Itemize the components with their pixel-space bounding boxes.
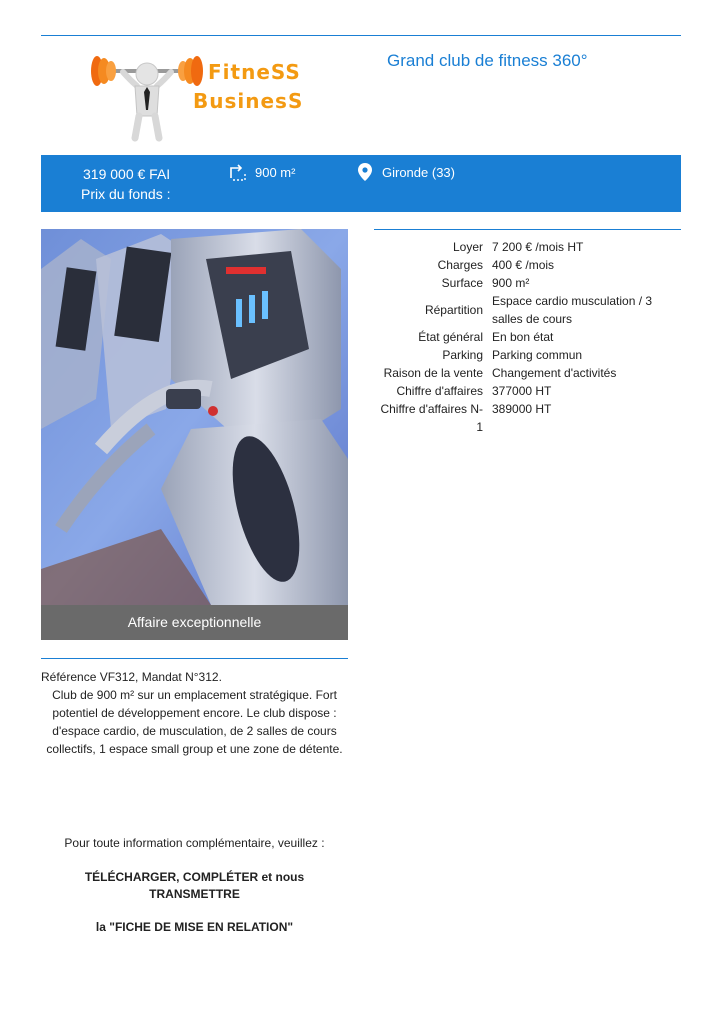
description-text: Club de 900 m² sur un emplacement stratégique. Fort potentiel de développement encore. Le club dispose : d'espace cardio, de musculation, de 2 salles de cours collectifs, 1 espace small group et une zone de détente.: [46, 688, 343, 756]
description-divider: [41, 658, 348, 659]
details-value: 389000 HT: [492, 402, 552, 416]
summary-bar: [41, 155, 681, 212]
page-title: Grand club de fitness 360°: [387, 51, 588, 70]
location-value: Gironde (33): [382, 165, 455, 180]
details-label: Chiffre d'affaires N-1: [380, 402, 483, 434]
price-label: Prix du fonds :: [81, 186, 171, 202]
details-label: Charges: [437, 258, 483, 272]
details-value: 7 200 € /mois HT: [492, 240, 584, 254]
details-row: [374, 400, 681, 436]
price-value: 319 000 € FAI: [83, 166, 171, 182]
surface-icon: [229, 164, 247, 182]
details-divider: [374, 229, 681, 230]
details-value: En bon état: [492, 330, 554, 344]
top-divider: [41, 35, 681, 36]
details-row: [374, 382, 681, 400]
details-label: État général: [418, 330, 483, 344]
details-label: Loyer: [452, 240, 483, 254]
details-label: Répartition: [424, 303, 483, 317]
details-row: [374, 292, 681, 328]
details-value: Parking commun: [492, 348, 583, 362]
details-value: 900 m²: [492, 276, 530, 290]
details-value: Espace cardio musculation / 3 salles de cours: [492, 294, 653, 326]
details-row: [374, 328, 681, 346]
cta-intro: Pour toute information complémentaire, veuillez :: [64, 836, 325, 850]
details-row: [374, 364, 681, 382]
surface-value: 900 m²: [255, 165, 296, 180]
details-label: Parking: [442, 348, 483, 362]
logo-text-business: BusinesS: [193, 89, 304, 113]
details-table: [374, 238, 681, 436]
cta-instructions: TÉLÉCHARGER, COMPLÉTER et nous TRANSMETTRE: [84, 870, 305, 901]
details-row: [374, 238, 681, 256]
map-pin-icon: [358, 163, 372, 181]
details-row: [374, 274, 681, 292]
logo-text-fitness: FitneSS: [208, 60, 301, 84]
details-label: Chiffre d'affaires: [396, 384, 483, 398]
treadmill-photo: [41, 229, 348, 605]
details-value: 377000 HT: [492, 384, 552, 398]
photo-caption: Affaire exceptionnelle: [41, 605, 348, 640]
details-row: [374, 256, 681, 274]
details-label: Surface: [441, 276, 483, 290]
reference-text: Référence VF312, Mandat N°312.: [41, 670, 222, 684]
cta-form-name: la "FICHE DE MISE EN RELATION": [95, 920, 294, 934]
details-value: Changement d'activités: [492, 366, 617, 380]
details-row: [374, 346, 681, 364]
details-label: Raison de la vente: [383, 366, 483, 380]
details-value: 400 € /mois: [492, 258, 555, 272]
